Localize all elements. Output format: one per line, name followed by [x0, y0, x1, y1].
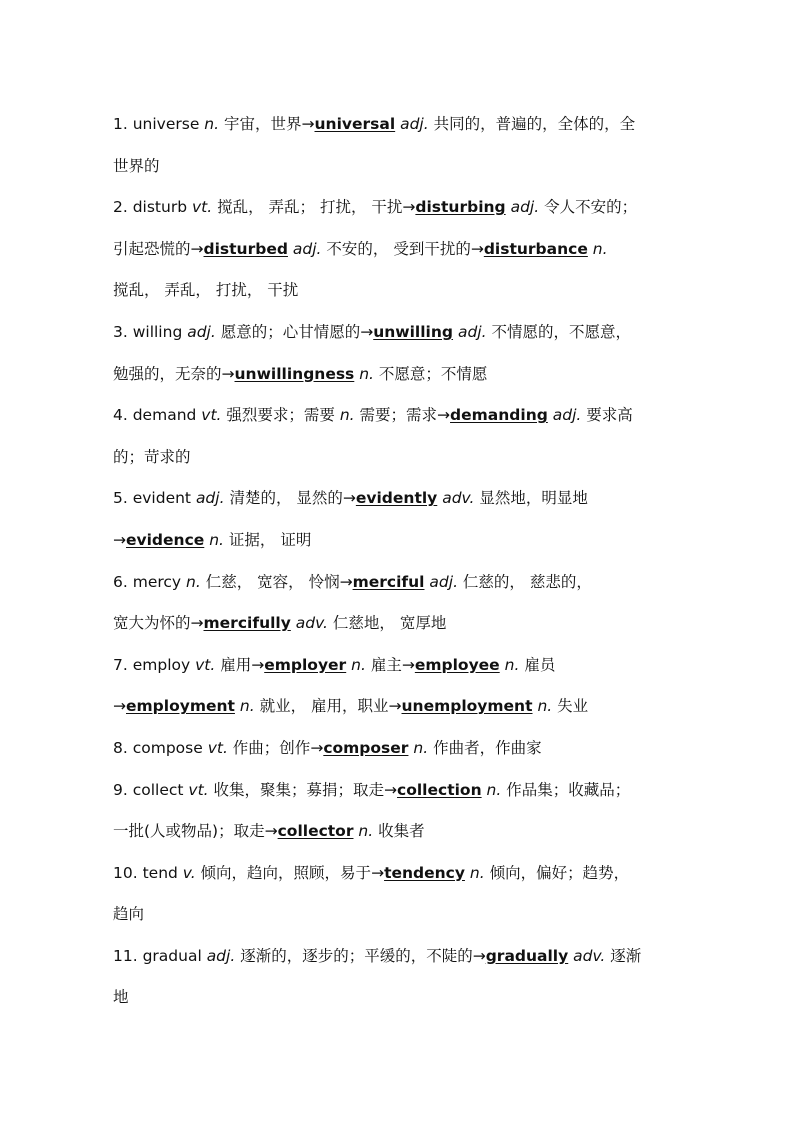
text-line — [113, 478, 693, 520]
derived-word: demanding — [450, 406, 548, 425]
text-segment: 不情愿的，不愿意， — [486, 322, 631, 341]
text-segment: 一批(人或物品)；取走 — [113, 822, 265, 841]
derived-word: evidence — [126, 530, 205, 549]
derived-word: mercifully — [203, 614, 291, 633]
derived-word: disturbed — [203, 239, 288, 258]
arrow-icon: → — [113, 530, 126, 549]
part-of-speech-label: vt. — [191, 198, 213, 217]
text-segment: 显然地，明显地 — [474, 489, 588, 508]
text-segment: 3. willing — [113, 322, 188, 341]
derived-word: universal — [314, 115, 396, 133]
text-segment: 需要；需求 — [354, 406, 438, 425]
part-of-speech-label: n. — [359, 364, 374, 383]
part-of-speech-label: n. — [486, 780, 502, 799]
derived-word: employer — [264, 655, 347, 674]
text-segment: 令人不安的； — [539, 198, 638, 217]
part-of-speech-label: n. — [358, 822, 374, 841]
part-of-speech-label: n. — [186, 572, 201, 591]
text-line — [113, 728, 693, 770]
text-segment: 逐渐 — [605, 946, 642, 965]
arrow-icon: → — [339, 572, 353, 591]
derived-word: employment — [126, 697, 235, 716]
arrow-icon: → — [342, 489, 356, 508]
part-of-speech-label: adj. — [429, 572, 458, 591]
text-segment: 宇宙，世界 — [219, 115, 302, 133]
derived-word: merciful — [352, 572, 425, 591]
arrow-icon: → — [264, 822, 278, 841]
text-line — [113, 811, 693, 853]
text-segment: 愿意的；心甘情愿的 — [215, 322, 361, 341]
part-of-speech-label: adv. — [295, 614, 328, 633]
part-of-speech-label: n. — [351, 655, 366, 674]
text-segment: 勉强的，无奈的 — [113, 364, 222, 383]
arrow-icon: → — [470, 239, 484, 258]
text-line — [113, 146, 693, 188]
part-of-speech-label: adv. — [573, 946, 606, 965]
text-segment: 仁慈， 宽容， 怜悯 — [200, 572, 340, 591]
derived-word: evidently — [355, 489, 438, 508]
part-of-speech-label: n. — [592, 239, 608, 258]
text-segment: 作曲者，作曲家 — [428, 738, 542, 757]
text-segment: 1. universe — [113, 115, 205, 133]
text-segment: 引起恐慌的 — [113, 239, 191, 258]
text-segment: 9. collect — [113, 780, 189, 799]
arrow-icon: → — [384, 780, 398, 799]
arrow-icon: → — [437, 406, 451, 425]
part-of-speech-label: n. — [537, 697, 553, 716]
text-segment: 7. employ — [113, 655, 196, 674]
arrow-icon: → — [310, 738, 324, 757]
text-segment: 倾向，趋向，照顾，易于 — [195, 863, 372, 882]
text-segment: 要求高 — [581, 406, 633, 425]
text-line — [113, 270, 693, 312]
part-of-speech-label: v. — [182, 863, 196, 882]
text-segment: 不安的， 受到干扰的 — [321, 239, 471, 258]
arrow-icon: → — [402, 198, 416, 217]
part-of-speech-label: adv. — [442, 489, 475, 508]
text-line — [113, 853, 693, 895]
arrow-icon: → — [301, 115, 315, 133]
derived-word: disturbing — [415, 198, 506, 217]
text-line — [113, 312, 693, 354]
text-segment: 共同的，普遍的，全体的，全 — [428, 115, 636, 133]
part-of-speech-label: n. — [469, 863, 485, 882]
derived-word: collector — [277, 822, 354, 841]
text-segment: 清楚的， 显然的 — [224, 489, 343, 508]
text-segment: 宽大为怀的 — [113, 614, 191, 633]
part-of-speech-label: adj. — [292, 239, 322, 258]
derived-word: tendency — [384, 863, 465, 882]
derived-word: disturbance — [483, 239, 588, 258]
part-of-speech-label: adj. — [457, 322, 487, 341]
arrow-icon: → — [371, 863, 385, 882]
derived-word: collection — [397, 780, 482, 799]
part-of-speech-label: n. — [504, 655, 520, 674]
text-segment: 8. compose — [113, 738, 208, 757]
text-line — [113, 936, 693, 978]
text-line — [113, 395, 693, 437]
text-segment: 10. tend — [113, 863, 183, 882]
text-segment: 仁慈地， 宽厚地 — [327, 614, 447, 633]
derived-word: employee — [414, 655, 500, 674]
text-line — [113, 686, 693, 728]
derived-word: unwilling — [373, 322, 454, 341]
text-segment: 强烈要求；需要 — [221, 406, 340, 425]
text-segment: 就业， 雇用，职业 — [254, 697, 389, 716]
derived-word: composer — [323, 738, 409, 757]
text-line — [113, 894, 693, 936]
part-of-speech-label: adj. — [510, 198, 540, 217]
text-line — [113, 104, 693, 146]
arrow-icon: → — [401, 655, 415, 674]
derived-word: unwillingness — [234, 364, 355, 383]
arrow-icon: → — [190, 239, 204, 258]
text-segment: 2. disturb — [113, 198, 192, 217]
text-segment: 仁慈的， 慈悲的， — [458, 572, 592, 591]
part-of-speech-label: vt. — [195, 655, 216, 674]
text-line — [113, 562, 693, 604]
derived-word: unemployment — [401, 697, 533, 716]
arrow-icon: → — [251, 655, 265, 674]
text-segment: 收集，聚集；募捐；取走 — [208, 780, 385, 799]
part-of-speech-label: adj. — [187, 322, 216, 341]
arrow-icon: → — [388, 697, 402, 716]
text-segment: 失业 — [552, 697, 589, 716]
text-segment: 趋向 — [113, 905, 145, 924]
text-segment: 证据， 证明 — [223, 530, 312, 549]
text-segment: 世界的 — [113, 156, 160, 175]
text-line — [113, 437, 693, 479]
arrow-icon: → — [472, 946, 486, 965]
part-of-speech-label: adj. — [400, 115, 429, 133]
arrow-icon: → — [113, 697, 126, 716]
text-segment: 作品集；收藏品； — [501, 780, 631, 799]
text-line — [113, 354, 693, 396]
text-segment: 5. evident — [113, 489, 196, 508]
part-of-speech-label: n. — [209, 530, 224, 549]
text-segment: 不愿意；不情愿 — [374, 364, 488, 383]
part-of-speech-label: n. — [413, 738, 429, 757]
part-of-speech-label: n. — [239, 697, 255, 716]
text-line — [113, 187, 693, 229]
text-segment: 的；苛求的 — [113, 447, 191, 466]
part-of-speech-label: n. — [204, 115, 220, 133]
text-segment: 搅乱， 弄乱； 打扰， 干扰 — [212, 198, 403, 217]
part-of-speech-label: n. — [339, 406, 355, 425]
text-segment: 地 — [113, 988, 129, 1007]
text-line — [113, 520, 693, 562]
text-line — [113, 645, 693, 687]
vocabulary-document — [113, 104, 693, 1019]
text-segment: 作曲；创作 — [227, 738, 311, 757]
text-segment: 11. gradual — [113, 946, 207, 965]
arrow-icon: → — [190, 614, 204, 633]
text-segment: 收集者 — [373, 822, 425, 841]
arrow-icon: → — [360, 322, 374, 341]
text-segment: 4. demand — [113, 406, 202, 425]
arrow-icon: → — [221, 364, 235, 383]
part-of-speech-label: adj. — [552, 406, 582, 425]
text-line — [113, 603, 693, 645]
text-segment: 雇员 — [519, 655, 556, 674]
derived-word: gradually — [485, 946, 569, 965]
part-of-speech-label: adj. — [206, 946, 236, 965]
text-segment: 雇主 — [365, 655, 402, 674]
part-of-speech-label: vt. — [201, 406, 222, 425]
text-line — [113, 977, 693, 1019]
part-of-speech-label: vt. — [188, 780, 209, 799]
text-segment: 搅乱， 弄乱， 打扰， 干扰 — [113, 281, 299, 300]
text-segment: 6. mercy — [113, 572, 187, 591]
part-of-speech-label: adj. — [195, 489, 225, 508]
text-line — [113, 229, 693, 271]
text-line — [113, 770, 693, 812]
part-of-speech-label: vt. — [207, 738, 228, 757]
text-segment: 倾向，偏好；趋势， — [484, 863, 630, 882]
text-segment: 逐渐的，逐步的；平缓的，不陡的 — [235, 946, 473, 965]
text-segment: 雇用 — [215, 655, 252, 674]
